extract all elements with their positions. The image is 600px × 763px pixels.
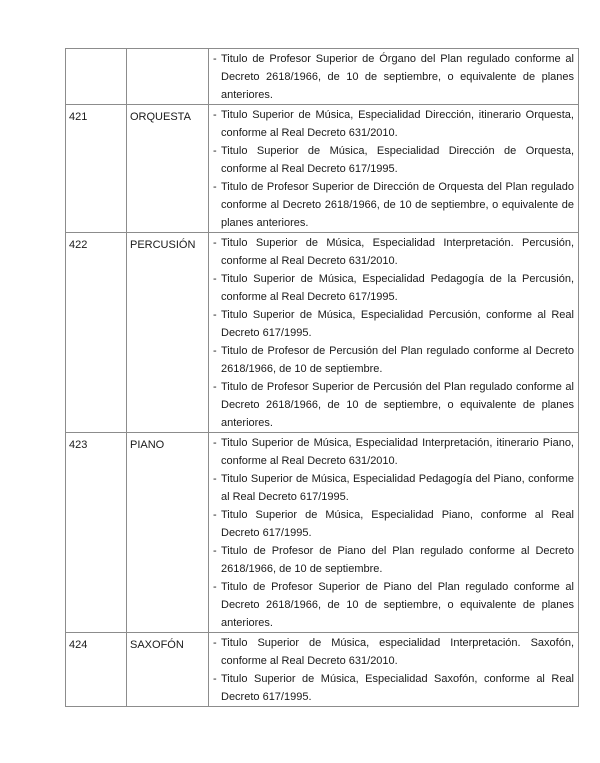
- table-row: [66, 233, 579, 433]
- title-item: - Titulo de Profesor Superior de Órgano del Plan regulado conforme al Decreto 2618/1966, de 10 de septiembre, o equivalente de planes anteriores.: [213, 50, 574, 104]
- code-cell: 422: [66, 233, 127, 433]
- code-cell: 423: [66, 433, 127, 633]
- title-item: - Titulo Superior de Música, Especialidad Interpretación, itinerario Piano, conforme al Real Decreto 631/2010.: [213, 434, 574, 470]
- titles-list: [213, 106, 574, 232]
- titles-cell: [209, 49, 579, 105]
- title-item: - Titulo Superior de Música, Especialidad Dirección, itinerario Orquesta, conforme al Real Decreto 631/2010.: [213, 106, 574, 142]
- title-item: - Titulo de Profesor Superior de Piano del Plan regulado conforme al Decreto 2618/1966, de 10 de septiembre, o equivalente de planes anteriores.: [213, 578, 574, 632]
- specialty-cell: PIANO: [127, 433, 209, 633]
- titles-cell: [209, 633, 579, 707]
- specialty-cell: [127, 49, 209, 105]
- titles-list: [213, 434, 574, 632]
- title-item: - Titulo de Profesor de Piano del Plan regulado conforme al Decreto 2618/1966, de 10 de septiembre.: [213, 542, 574, 578]
- specialty-cell: PERCUSIÓN: [127, 233, 209, 433]
- title-item: - Titulo Superior de Música, Especialidad Dirección de Orquesta, conforme al Real Decreto 617/1995.: [213, 142, 574, 178]
- specialty-cell: ORQUESTA: [127, 105, 209, 233]
- code-cell: 424: [66, 633, 127, 707]
- titles-list: [213, 634, 574, 706]
- title-item: - Titulo de Profesor Superior de Dirección de Orquesta del Plan regulado conforme al Decreto 2618/1966, de 10 de septiembre, o equivalente de planes anteriores.: [213, 178, 574, 232]
- table-body: [66, 49, 579, 707]
- title-item: - Titulo de Profesor de Percusión del Plan regulado conforme al Decreto 2618/1966, de 10 de septiembre.: [213, 342, 574, 378]
- title-item: - Titulo Superior de Música, Especialidad Pedagogía de la Percusión, conforme al Real Decreto 617/1995.: [213, 270, 574, 306]
- titles-table: [65, 48, 579, 707]
- title-item: - Titulo Superior de Música, Especialidad Pedagogía del Piano, conforme al Real Decreto 617/1995.: [213, 470, 574, 506]
- titles-cell: [209, 105, 579, 233]
- specialty-cell: SAXOFÓN: [127, 633, 209, 707]
- code-cell: [66, 49, 127, 105]
- table-row: [66, 49, 579, 105]
- titles-list: [213, 50, 574, 104]
- table-row: [66, 633, 579, 707]
- title-item: - Titulo Superior de Música, especialidad Interpretación. Saxofón, conforme al Real Decreto 631/2010.: [213, 634, 574, 670]
- titles-cell: [209, 433, 579, 633]
- title-item: - Titulo Superior de Música, Especialidad Percusión, conforme al Real Decreto 617/1995.: [213, 306, 574, 342]
- titles-cell: [209, 233, 579, 433]
- title-item: - Titulo Superior de Música, Especialidad Piano, conforme al Real Decreto 617/1995.: [213, 506, 574, 542]
- title-item: - Titulo Superior de Música, Especialidad Interpretación. Percusión, conforme al Real Decreto 631/2010.: [213, 234, 574, 270]
- title-item: - Titulo de Profesor Superior de Percusión del Plan regulado conforme al Decreto 2618/1966, de 10 de septiembre, o equivalente de planes anteriores.: [213, 378, 574, 432]
- table-row: [66, 433, 579, 633]
- table-row: [66, 105, 579, 233]
- title-item: - Titulo Superior de Música, Especialidad Saxofón, conforme al Real Decreto 617/1995.: [213, 670, 574, 706]
- titles-list: [213, 234, 574, 432]
- code-cell: 421: [66, 105, 127, 233]
